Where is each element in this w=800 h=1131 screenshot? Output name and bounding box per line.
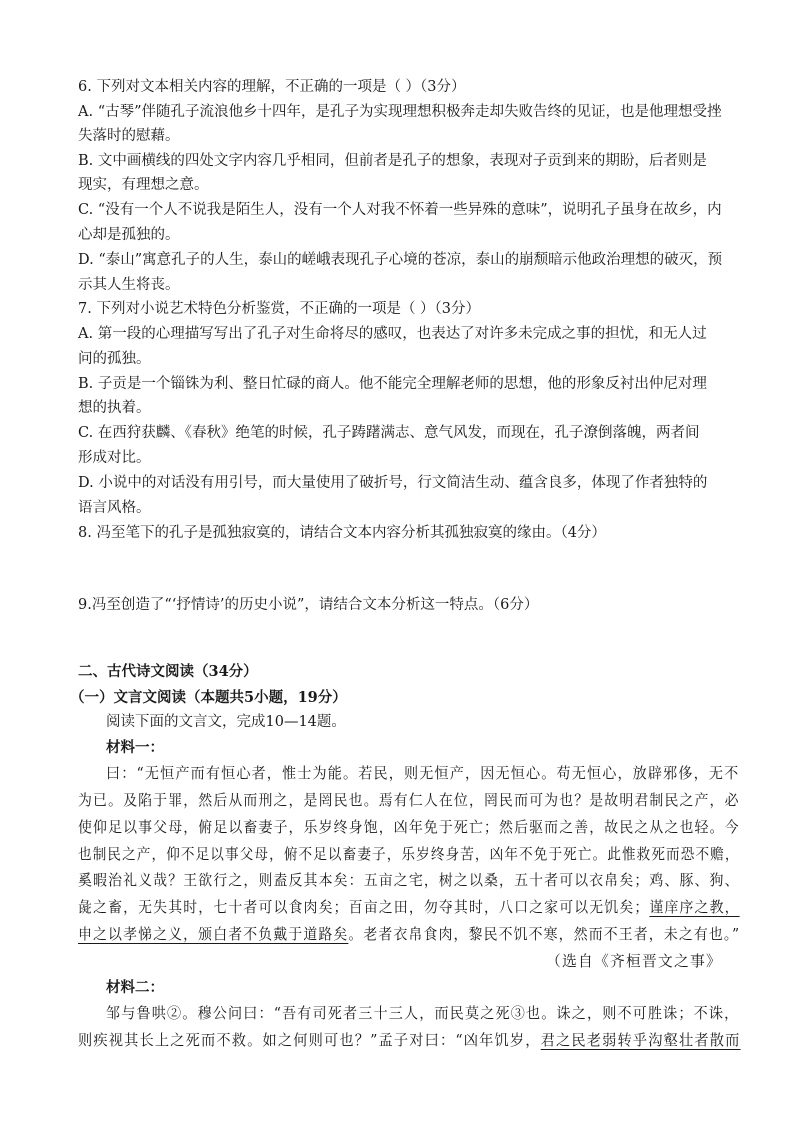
q7-option-b-cont: 想的执着。: [78, 400, 151, 416]
material-1-line: 奚暇治礼义哉？王欲行之，则盍反其本矣：五亩之宅，树之以桑，五十者可以衣帛矣；鸡、豚、狗、: [78, 872, 740, 889]
material-2-line: 邹与鲁哄②。穆公问曰：“吾有司死者三十三人，而民莫之死③也。诛之，则不可胜诛；不诛，: [106, 1005, 740, 1022]
q7-option-d: D. 小说中的对话没有用引号，而大量使用了破折号，行文简洁生动、蕴含良多，体现了作者独特的: [78, 475, 708, 491]
reading-instruction: 阅读下面的文言文，完成10—14题。: [106, 714, 346, 730]
material-2-line: [78, 1031, 741, 1051]
section-title: 二、古代诗文阅读（34分）: [78, 663, 258, 680]
q6-option-d-cont: 示其人生将丧。: [78, 277, 180, 293]
material-1-source: （选自《齐桓晋文之事》: [546, 953, 722, 970]
question-9: 9.冯至创造了“‘抒情诗’的历史小说”，请结合文本分析这一特点。（6分）: [78, 597, 539, 613]
q6-option-b-cont: 现实，有理想之意。: [78, 177, 209, 193]
material-1-line: 也制民之产，仰不足以事父母，俯不足以畜妻子，乐岁终身苦，凶年不免于死亡。此惟救死而恐不赡，: [78, 846, 740, 863]
underlined-text: 君之民老弱转乎沟壑壮者散而: [540, 1032, 741, 1049]
q6-option-a-cont: 失落时的慰藉。: [78, 128, 180, 144]
q7-option-a: A. 第一段的心理描写写出了孔子对生命将尽的感叹，也表达了对许多未完成之事的担忧，和无人过: [78, 326, 707, 342]
q6-option-a: A. “古琴”伴随孔子流浪他乡十四年，是孔子为实现理想积极奔走却失败告终的见证，也是他理想受挫: [78, 104, 722, 120]
underlined-text: 谨庠序之教，: [649, 899, 740, 916]
material-1-line: 曰：“无恒产而有恒心者，惟士为能。若民，则无恒产，因无恒心。苟无恒心，放辟邪侈，无不: [106, 765, 740, 782]
q7-option-c-cont: 形成对比。: [78, 450, 151, 466]
material-1-line: [78, 925, 740, 945]
q7-option-a-cont: 问的孤独。: [78, 351, 151, 367]
q7-option-c: C. 在西狩获麟、《春秋》绝笔的时候，孔子踌躇满志、意气风发，而现在，孔子潦倒落魄，两者间: [78, 425, 700, 441]
material-2-label: 材料二：: [106, 979, 164, 996]
subsection-title: （一）文言文阅读（本题共5小题，19分）: [70, 689, 347, 706]
material-1-line: 使仰足以事父母，俯足以畜妻子，乐岁终身饱，凶年免于死亡；然后驱而之善，故民之从之也轻。今: [78, 819, 740, 836]
material-1-line: [78, 898, 740, 918]
underlined-text: 申之以孝悌之义，颁白者不负戴于道路矣: [78, 926, 349, 943]
material-2-text: 则疾视其长上之死而不救。如之何则可也？”孟子对曰：“凶年饥岁，: [78, 1032, 541, 1049]
question-8: 8. 冯至笔下的孔子是孤独寂寞的，请结合文本内容分析其孤独寂寞的缘由。（4分）: [78, 525, 606, 541]
q6-option-c-cont: 心却是孤独的。: [78, 227, 180, 243]
material-1-text: 彘之畜，无失其时，七十者可以食肉矣；百亩之田，勿夺其时，八口之家可以无饥矣；: [78, 899, 650, 916]
q6-option-b: B. 文中画横线的四处文字内容几乎相同，但前者是孔子的想象，表现对子贡到来的期盼，后者则是: [78, 153, 707, 169]
material-1-label: 材料一：: [106, 739, 164, 756]
q6-option-d: D. “泰山”寓意孔子的人生，泰山的嵯峨表现孔子心境的苍凉，泰山的崩颓暗示他政治理想的破灭，预: [78, 252, 723, 268]
q7-stem: 7. 下列对小说艺术特色分析鉴赏，不正确的一项是（ ）（3分）: [78, 301, 481, 317]
q7-option-b: B. 子贡是一个锱铢为利、整日忙碌的商人。他不能完全理解老师的思想，他的形象反衬出仲尼对理: [78, 376, 707, 392]
material-1-line: 为已。及陷于罪，然后从而刑之，是罔民也。焉有仁人在位，罔民而可为也？是故明君制民之产，必: [78, 792, 740, 809]
q7-option-d-cont: 语言风格。: [78, 500, 151, 516]
material-1-text: 。老者衣帛食肉，黎民不饥不寒，然而不王者，未之有也。”: [348, 926, 741, 943]
q6-stem: 6. 下列对文本相关内容的理解，不正确的一项是（ ）（3分）: [78, 79, 466, 95]
q6-option-c: C. “没有一个人不说我是陌生人，没有一个人对我不怀着一些异殊的意味”，说明孔子虽身在故乡，内: [78, 202, 722, 218]
